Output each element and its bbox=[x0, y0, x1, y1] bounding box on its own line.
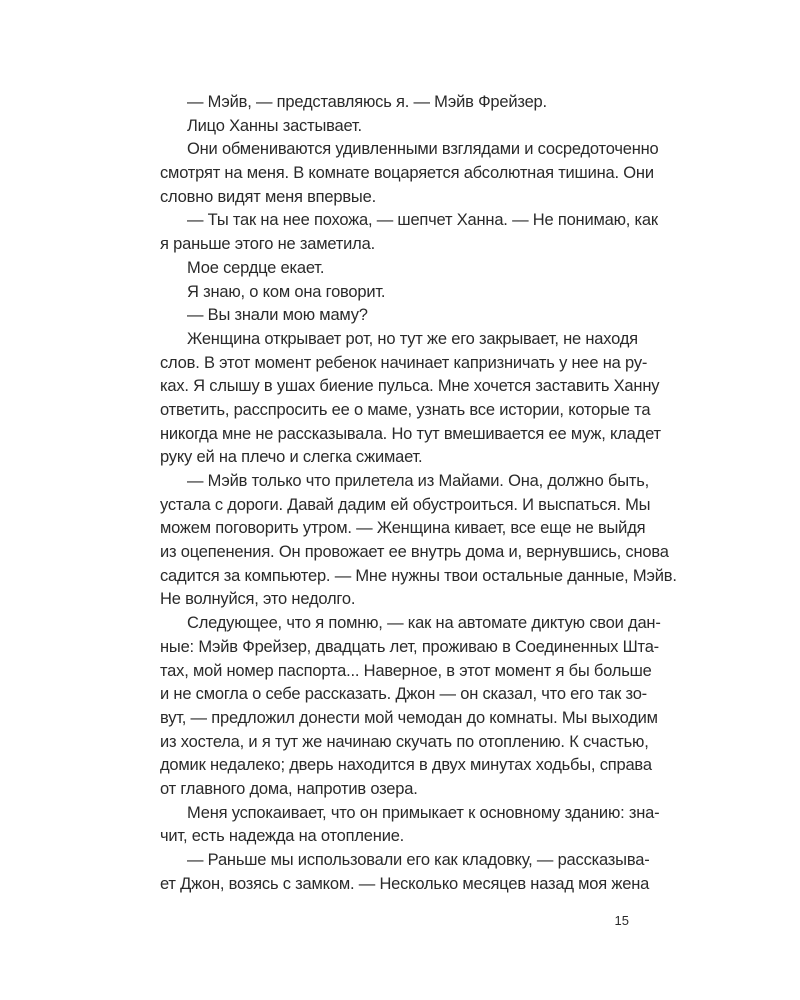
paragraph-4 bbox=[160, 209, 658, 256]
paragraph-10 bbox=[160, 612, 661, 802]
page-number: 15 bbox=[614, 913, 629, 928]
text-line: — Ты так на нее похожа, — шепчет Ханна. — Не понимаю, как bbox=[187, 211, 658, 230]
text-line: можем поговорить утром. — Женщина кивает, все еще не выйдя bbox=[160, 519, 646, 538]
paragraph-8 bbox=[160, 328, 661, 470]
text-line: ках. Я слышу в ушах биение пульса. Мне хочется заставить Ханну bbox=[160, 377, 660, 396]
text-line: от главного дома, напротив озера. bbox=[160, 779, 418, 798]
paragraph-7 bbox=[160, 304, 630, 328]
text-line: Меня успокаивает, что он примыкает к основному зданию: зна- bbox=[187, 803, 660, 822]
text-line: ные: Мэйв Фрейзер, двадцать лет, проживаю в Соединенных Шта- bbox=[160, 637, 659, 656]
text-line: слов. В этот момент ребенок начинает капризничать у нее на ру- bbox=[160, 353, 648, 372]
text-line: никогда мне не рассказывала. Но тут вмешивается ее муж, кладет bbox=[160, 424, 661, 443]
text-line: Они обмениваются удивленными взглядами и сосредоточенно bbox=[187, 140, 659, 159]
text-line: тах, мой номер паспорта... Наверное, в этот момент я бы больше bbox=[160, 661, 652, 680]
text-line: Лицо Ханны застывает. bbox=[187, 116, 362, 135]
paragraph-1 bbox=[160, 91, 630, 115]
text-line: устала с дороги. Давай дадим ей обустроиться. И выспаться. Мы bbox=[160, 495, 651, 514]
text-line: ет Джон, возясь с замком. — Несколько месяцев назад моя жена bbox=[160, 874, 650, 893]
text-line: Следующее, что я помню, — как на автомате диктую свои дан- bbox=[187, 614, 661, 633]
paragraph-2 bbox=[160, 115, 630, 139]
text-line: — Вы знали мою маму? bbox=[187, 306, 368, 325]
page-body bbox=[160, 91, 677, 896]
paragraph-6 bbox=[160, 281, 630, 305]
text-line: Не волнуйся, это недолго. bbox=[160, 590, 356, 609]
paragraph-11 bbox=[160, 802, 660, 849]
paragraph-12 bbox=[160, 849, 650, 896]
text-line: чит, есть надежда на отопление. bbox=[160, 827, 405, 846]
text-line: и не смогла о себе рассказать. Джон — он сказал, что его так зо- bbox=[160, 685, 647, 704]
paragraph-5 bbox=[160, 257, 630, 281]
text-line: Я знаю, о ком она говорит. bbox=[187, 282, 386, 301]
text-line: садится за компьютер. — Мне нужны твои остальные данные, Мэйв. bbox=[160, 566, 677, 585]
text-line: — Мэйв только что прилетела из Майами. Она, должно быть, bbox=[187, 472, 649, 490]
text-line: — Раньше мы использовали его как кладовку, — рассказыва- bbox=[187, 851, 650, 869]
text-line: из хостела, и я тут же начинаю скучать по отоплению. К счастью, bbox=[160, 732, 649, 751]
text-line: словно видят меня впервые. bbox=[160, 187, 376, 206]
text-line: вут, — предложил донести мой чемодан до комнаты. Мы выходим bbox=[160, 708, 658, 727]
text-line: руку ей на плечо и слегка сжимает. bbox=[160, 448, 423, 467]
paragraph-3 bbox=[160, 138, 659, 209]
text-line: смотрят на меня. В комнате воцаряется абсолютная тишина. Они bbox=[160, 164, 654, 183]
paragraph-9 bbox=[160, 470, 677, 612]
text-line: из оцепенения. Он провожает ее внутрь дома и, вернувшись, снова bbox=[160, 543, 669, 562]
text-line: домик недалеко; дверь находится в двух минутах ходьбы, справа bbox=[160, 756, 652, 775]
text-line: Женщина открывает рот, но тут же его закрывает, не находя bbox=[187, 329, 638, 348]
text-line: — Мэйв, — представляюсь я. — Мэйв Фрейзер. bbox=[187, 93, 547, 111]
text-line: ответить, расспросить ее о маме, узнать все истории, которые та bbox=[160, 400, 651, 419]
text-line: Мое сердце екает. bbox=[187, 258, 325, 277]
text-line: я раньше этого не заметила. bbox=[160, 235, 375, 254]
